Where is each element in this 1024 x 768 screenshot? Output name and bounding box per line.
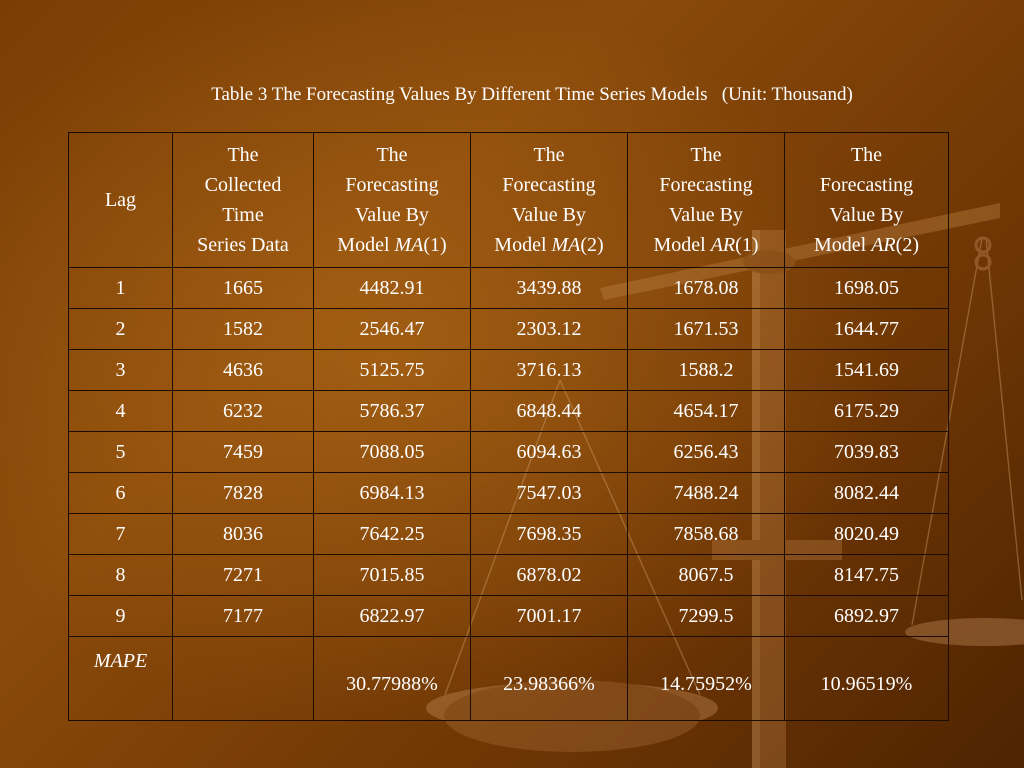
cell-ma2: 3716.13 [471,350,628,391]
table-row [69,350,949,391]
header-text: Series Data [197,234,289,256]
forecast-table [68,132,949,721]
cell-ma1: 2546.47 [314,309,471,350]
cell-collected: 6232 [173,391,314,432]
header-text: Model [494,234,552,256]
table-row [69,514,949,555]
header-ar1 [628,133,785,268]
mape-row [69,637,949,721]
cell-ar1: 7488.24 [628,473,785,514]
table-row [69,596,949,637]
cell-ar1: 7299.5 [628,596,785,637]
cell-ma1: 7015.85 [314,555,471,596]
table-row [69,473,949,514]
cell-ma2: 2303.12 [471,309,628,350]
cell-lag: 9 [69,596,173,637]
table-caption: Table 3 The Forecasting Values By Different Time Series Models (Unit: Thousand) [211,84,853,105]
cell-ar1: 8067.5 [628,555,785,596]
cell-ar1: 7858.68 [628,514,785,555]
model-order: (2) [895,234,919,256]
cell-collected: 1582 [173,309,314,350]
mape-collected-cell [173,637,314,721]
cell-ar2: 8020.49 [785,514,949,555]
cell-collected: 7271 [173,555,314,596]
cell-ar2: 1644.77 [785,309,949,350]
model-name: MA [394,234,424,256]
cell-ma1: 6822.97 [314,596,471,637]
header-text: The [690,144,722,166]
header-lag [69,133,173,268]
cell-ma2: 6878.02 [471,555,628,596]
cell-ma1: 6984.13 [314,473,471,514]
header-text: The [376,144,408,166]
header-ma1 [314,133,471,268]
header-lag-label: Lag [104,189,137,211]
cell-collected: 7459 [173,432,314,473]
mape-ar2: 10.96519% [785,637,949,721]
header-text: Forecasting [345,174,439,196]
cell-ar2: 1698.05 [785,268,949,309]
header-text: Model [814,234,872,256]
model-name: AR [710,234,736,256]
cell-ma2: 7001.17 [471,596,628,637]
cell-collected: 1665 [173,268,314,309]
cell-ar2: 8147.75 [785,555,949,596]
cell-ar1: 6256.43 [628,432,785,473]
header-text: Value By [512,204,586,226]
header-text: Time [222,204,264,226]
header-ma2 [471,133,628,268]
cell-lag: 3 [69,350,173,391]
cell-ar1: 1671.53 [628,309,785,350]
table-row [69,555,949,596]
model-order: (1) [423,234,447,256]
cell-ma1: 7642.25 [314,514,471,555]
header-text: The [533,144,565,166]
cell-ma2: 3439.88 [471,268,628,309]
cell-ma1: 4482.91 [314,268,471,309]
cell-ar1: 4654.17 [628,391,785,432]
cell-ma2: 6848.44 [471,391,628,432]
cell-lag: 4 [69,391,173,432]
cell-collected: 4636 [173,350,314,391]
cell-ma1: 5125.75 [314,350,471,391]
model-order: (1) [735,234,759,256]
header-text: Model [337,234,395,256]
mape-ma1: 30.77988% [314,637,471,721]
cell-collected: 7177 [173,596,314,637]
cell-ma1: 7088.05 [314,432,471,473]
model-name: MA [551,234,581,256]
cell-lag: 6 [69,473,173,514]
header-text: Value By [829,204,904,226]
table-row [69,432,949,473]
header-text: Forecasting [819,174,914,196]
table-header-row [69,133,949,268]
table-row [69,391,949,432]
cell-lag: 8 [69,555,173,596]
header-text: The [850,144,883,166]
cell-ar2: 8082.44 [785,473,949,514]
table-row [69,268,949,309]
cell-ar1: 1588.2 [628,350,785,391]
header-text: Forecasting [659,174,753,196]
header-text: Value By [669,204,743,226]
mape-ma2: 23.98366% [471,637,628,721]
model-name: AR [871,234,896,256]
cell-ar2: 6175.29 [785,391,949,432]
cell-lag: 5 [69,432,173,473]
cell-ma2: 6094.63 [471,432,628,473]
table-row [69,309,949,350]
cell-lag: 2 [69,309,173,350]
header-text: Model [653,234,711,256]
cell-ar2: 7039.83 [785,432,949,473]
cell-ma1: 5786.37 [314,391,471,432]
cell-collected: 8036 [173,514,314,555]
cell-ma2: 7547.03 [471,473,628,514]
header-text: The [227,144,259,166]
model-order: (2) [580,234,604,256]
header-text: Forecasting [502,174,596,196]
cell-ar2: 1541.69 [785,350,949,391]
header-text: Value By [355,204,429,226]
cell-lag: 7 [69,514,173,555]
cell-ar1: 1678.08 [628,268,785,309]
mape-label: MAPE [69,637,173,721]
cell-ma2: 7698.35 [471,514,628,555]
cell-ar2: 6892.97 [785,596,949,637]
header-collected [173,133,314,268]
mape-ar1: 14.75952% [628,637,785,721]
header-ar2 [785,133,949,268]
cell-lag: 1 [69,268,173,309]
header-text: Collected [204,174,282,196]
cell-collected: 7828 [173,473,314,514]
